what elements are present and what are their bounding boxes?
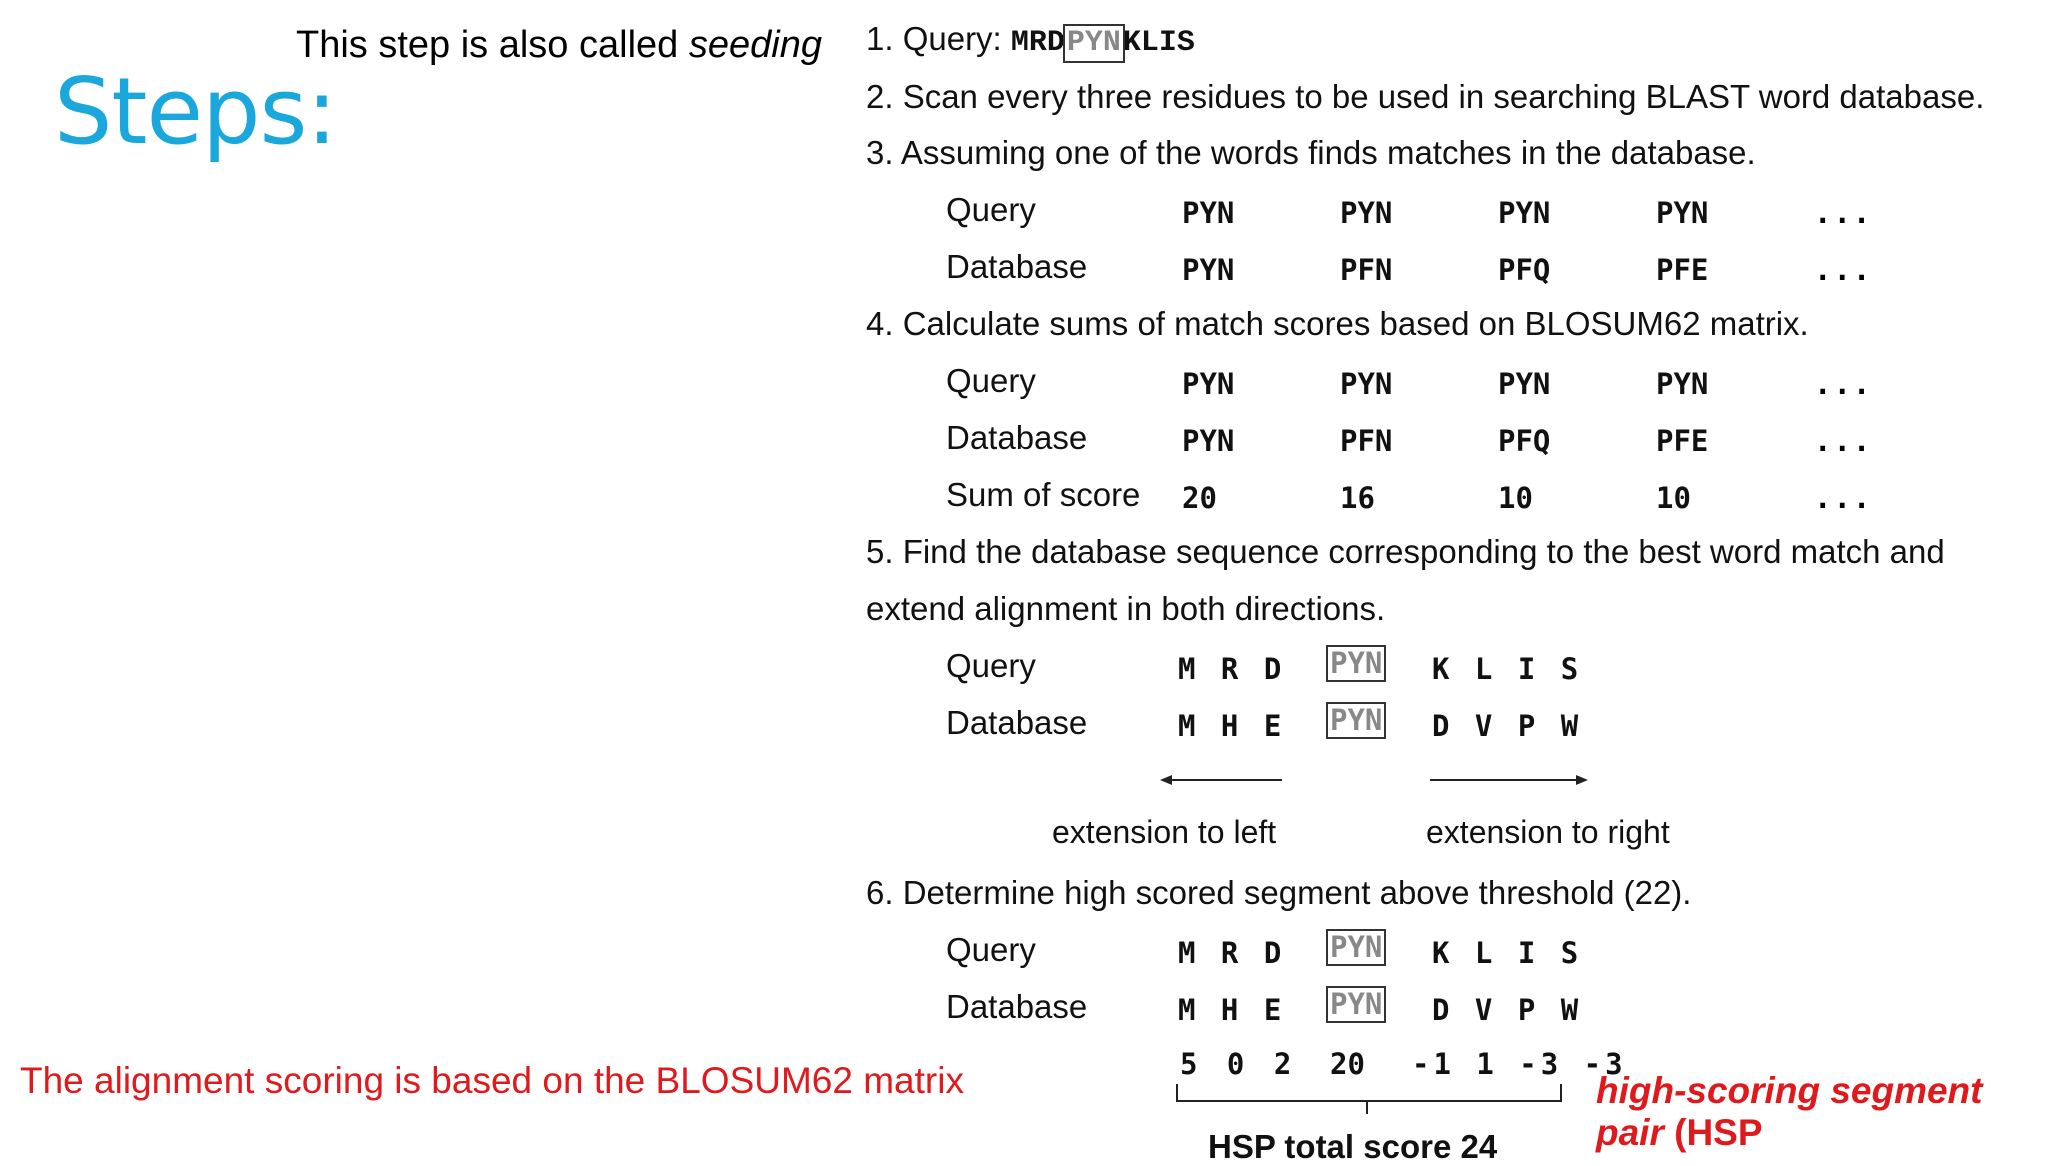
step-2: 2. Scan every three residues to be used in searching BLAST word database. — [866, 78, 1985, 115]
step-5-query-label: Query — [946, 647, 1036, 684]
step-6-scores-right: -1 1 -3 -3 — [1412, 1047, 1627, 1081]
step-4: 4. Calculate sums of match scores based on BLOSUM62 matrix. — [866, 305, 1809, 342]
step-1 — [866, 20, 1195, 63]
step-4-db-word: PFN — [1340, 424, 1393, 458]
step-5-db-right: D V P W — [1432, 709, 1583, 743]
step-6-db-label: Database — [946, 988, 1088, 1025]
step-1-seq-left: MRD — [1010, 26, 1065, 60]
step-3-db-ellipsis: ... — [1814, 253, 1873, 287]
step-3-query-label: Query — [946, 191, 1036, 228]
step-3-db-word: PYN — [1182, 253, 1235, 287]
step-3-db-word: PFQ — [1498, 253, 1551, 287]
step-3-query-ellipsis: ... — [1814, 196, 1873, 230]
step-3-db-label: Database — [946, 248, 1088, 285]
step-4-sum-value: 16 — [1340, 481, 1375, 515]
step-5-line-1: 5. Find the database sequence corresponding to the best word match and — [866, 533, 1945, 570]
step-5-query-right: K L I S — [1432, 652, 1583, 686]
step-6-score-mid: 20 — [1330, 1047, 1365, 1081]
blosum-footnote: The alignment scoring is based on the BLOSUM62 matrix — [20, 1060, 964, 1101]
hsp-bracket-tick — [1366, 1100, 1368, 1114]
step-4-query-word: PYN — [1656, 367, 1709, 401]
step-6: 6. Determine high scored segment above threshold (22). — [866, 874, 1692, 911]
step-4-db-ellipsis: ... — [1814, 424, 1873, 458]
extension-arrows — [1160, 770, 1600, 790]
step-6-query-left: M R D — [1178, 936, 1286, 970]
step-4-query-ellipsis: ... — [1814, 367, 1873, 401]
step-3: 3. Assuming one of the words finds matches in the database. — [866, 134, 1756, 171]
step-4-query-word: PYN — [1182, 367, 1235, 401]
seeding-note-text: This step is also called — [296, 24, 689, 66]
step-6-query-right: K L I S — [1432, 936, 1583, 970]
step-6-scores-left: 5 0 2 — [1180, 1047, 1298, 1081]
step-6-query-box: PYN — [1326, 929, 1386, 966]
step-4-sum-value: 10 — [1656, 481, 1691, 515]
step-4-db-word: PFE — [1656, 424, 1709, 458]
step-5-db-left: M H E — [1178, 709, 1286, 743]
step-4-sum-ellipsis: ... — [1814, 481, 1873, 515]
step-5-query-left: M R D — [1178, 652, 1286, 686]
step-4-query-word: PYN — [1340, 367, 1393, 401]
left-arrow-icon — [1160, 775, 1282, 785]
step-3-query-word: PYN — [1182, 196, 1235, 230]
hsp-label-pair: pair — [1596, 1112, 1664, 1153]
step-1-text: 1. Query: — [866, 20, 1011, 57]
step-5-db-label: Database — [946, 704, 1088, 741]
step-4-sum-value: 10 — [1498, 481, 1533, 515]
extension-right-label: extension to right — [1426, 814, 1670, 850]
step-6-query-label: Query — [946, 931, 1036, 968]
step-1-seq-right: KLIS — [1122, 26, 1195, 60]
hsp-bracket — [1176, 1084, 1562, 1102]
step-6-db-box: PYN — [1326, 986, 1386, 1023]
step-3-query-word: PYN — [1340, 196, 1393, 230]
step-6-db-left: M H E — [1178, 993, 1286, 1027]
step-5-db-box: PYN — [1326, 702, 1386, 739]
step-4-db-word: PYN — [1182, 424, 1235, 458]
step-5-line-2: extend alignment in both directions. — [866, 590, 1386, 627]
seeding-note-em: seeding — [688, 24, 822, 66]
step-3-db-word: PFE — [1656, 253, 1709, 287]
step-6-db-right: D V P W — [1432, 993, 1583, 1027]
step-4-query-word: PYN — [1498, 367, 1551, 401]
extension-left-label: extension to left — [1052, 814, 1277, 850]
slide-title: Steps: — [54, 58, 337, 165]
step-5-query-box: PYN — [1326, 645, 1386, 682]
step-3-db-word: PFN — [1340, 253, 1393, 287]
step-4-sum-label: Sum of score — [946, 476, 1141, 513]
step-1-seq-box: PYN — [1063, 24, 1125, 63]
hsp-total-score: HSP total score 24 — [1208, 1128, 1498, 1165]
step-4-db-word: PFQ — [1498, 424, 1551, 458]
step-4-query-label: Query — [946, 362, 1036, 399]
step-3-query-word: PYN — [1498, 196, 1551, 230]
seeding-note — [296, 24, 822, 67]
hsp-label-rest: (HSP — [1663, 1112, 1763, 1153]
step-3-query-word: PYN — [1656, 196, 1709, 230]
step-4-sum-value: 20 — [1182, 481, 1217, 515]
right-arrow-icon — [1430, 775, 1588, 785]
step-4-db-label: Database — [946, 419, 1088, 456]
hsp-label-line-1: high-scoring segment — [1596, 1070, 1983, 1111]
hsp-label-line-2 — [1596, 1112, 1763, 1154]
